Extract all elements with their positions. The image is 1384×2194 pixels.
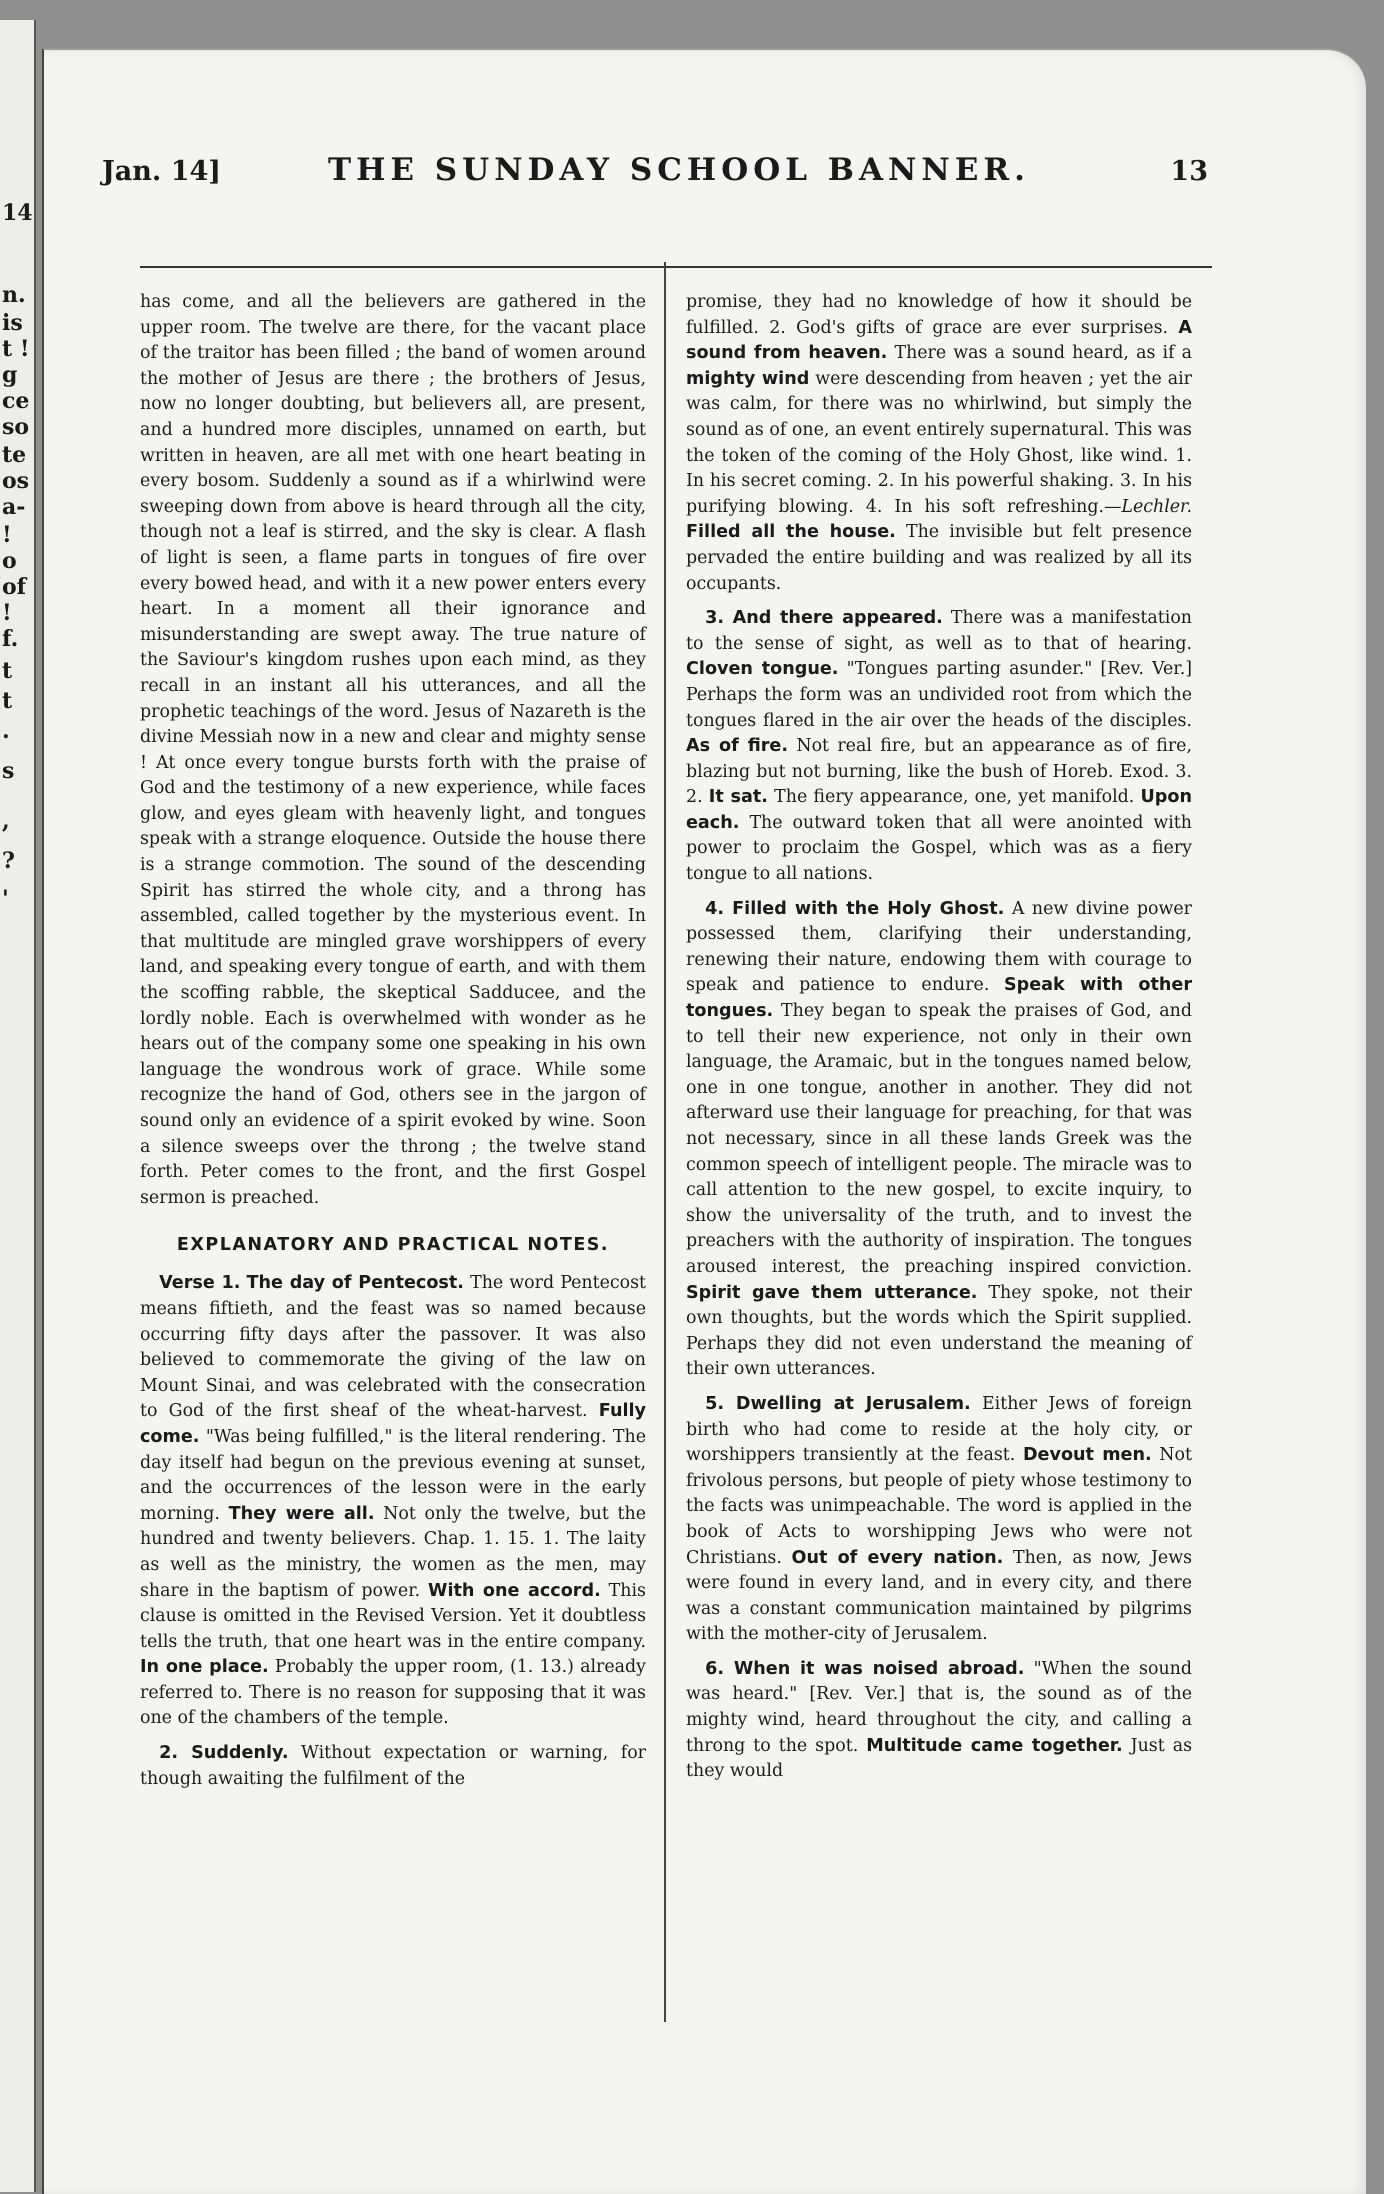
note-text: Just as they would	[686, 1735, 1192, 1782]
term: Cloven tongue.	[686, 659, 839, 680]
verse-5-note	[686, 1392, 1192, 1648]
margin-fragment: ,	[2, 808, 10, 834]
margin-fragment: s	[2, 758, 15, 784]
term: Spirit gave them utterance.	[686, 1282, 978, 1303]
note-text: They spoke, not their own thoughts, but the words which the Spirit supplied. Perhaps they did not even understand the meaning of their own utterances.	[686, 1282, 1192, 1380]
verse-4-note	[686, 897, 1192, 1383]
verse-1-note	[140, 1271, 646, 1732]
header-title: THE SUNDAY SCHOOL BANNER.	[328, 152, 1030, 188]
margin-fragment: !	[2, 600, 12, 626]
note-text: "Tongues parting asunder." [Rev. Ver.] Perhaps the form was an undivided root from which the tongues flared in the air over the heads of the disciples.	[686, 659, 1193, 731]
verse-6-note	[686, 1657, 1192, 1785]
term: The day of Pentecost.	[246, 1273, 464, 1294]
term: In one place.	[140, 1657, 269, 1678]
margin-fragment: t !	[2, 336, 30, 362]
margin-fragment: !	[2, 522, 12, 548]
note-text: "When the sound was heard." [Rev. Ver.] that is, the sound as of the mighty wind, heard throughout the city, and calling a throng to the spot.	[686, 1658, 1192, 1756]
note-text: They began to speak the praises of God, and to tell their new experience, not only in their own language, the Aramaic, but in the tongues named below, one in one tongue, another in another. They did not afterward use their language for preaching, for that was not necessary, since in all these lands Greek was the common speech of intelligent people. The miracle was to call attention to the new gospel, to excite inquiry, to show the universality of the truth, and to invest the preachers with the authority of inspiration. The tongues aroused interest, the preaching inspired conviction.	[686, 1001, 1192, 1277]
note-text: The word Pentecost means fiftieth, and the feast was so named because occurring fifty days after the passover. It was also believed to commemorate the giving of the law on Mount Sinai, and was celebrated with the consecration to God of the first sheaf of the wheat-harvest.	[140, 1273, 647, 1422]
margin-fragment: os	[2, 468, 30, 494]
right-column	[686, 290, 1192, 1794]
margin-fragment: ce	[2, 388, 30, 414]
note-text: Either Jews of foreign birth who had come to reside at the holy city, or worshippers transiently at the feast.	[686, 1393, 1192, 1466]
margin-fragment: n.	[2, 282, 26, 308]
term: 5. Dwelling at Jerusalem.	[705, 1393, 971, 1414]
term: With one accord.	[428, 1580, 601, 1601]
note-text: were descending from heaven ; yet the air was calm, for there was no whirlwind, but simply the sound as of one, an event entirely supernatural. This was the token of the coming of the Holy Ghost, like wind. 1. In his secret coming. 2. In his powerful shaking. 3. In his purifying blowing. 4. In his soft refreshing.—	[686, 368, 1192, 517]
narrative-paragraph: has come, and all the believers are gathered in the upper room. The twelve are there, for the vacant place of the traitor has been filled ; the band of women around the mother of Jesus are there ; the brothers of Jesus, now no longer doubting, but believers all, are present, and a hundred more disciples, unnamed on earth, but written in heaven, are all met with one heart beating in every bosom. Suddenly a sound as if a whirlwind were sweeping down from above is heard through all the city, though not a leaf is stirred, and the sky is clear. A flash of light is seen, a flame parts in tongues of fire over every bowed head, and with it a new power enters every heart. In a moment all their ignorance and misunderstanding are swept away. The true nature of the Saviour's kingdom rushes upon each mind, as they recall in an instant all his utterances, and all the prophetic teachings of the word. Jesus of Nazareth is the divine Messiah now in a new and clear and mighty sense ! At once every tongue bursts forth with the praise of God and the testimony of a new experience, while faces glow, and eyes gleam with heavenly light, and tongues speak with a strange eloquence. Outside the house there is a strange commotion. The sound of the descending Spirit has stirred the whole city, and a throng has assembled, called together by the mysterious event. In that multitude are mingled grave worshippers of every land, and speaking every tongue of earth, and with them the scoffing rabble, the skeptical Sadducee, and the lordly noble. Each is overwhelmed with wonder as he hears out of the company some one speaking in his own language the wondrous work of grace. While some recognize the hand of God, others see in the jargon of sound only an evidence of a spirit evoked by wine. Soon a silence sweeps over the throng ; the twelve stand forth. Peter comes to the front, and the first Gospel sermon is preached.	[140, 292, 646, 1208]
note-text: Probably the upper room, (1. 13.) already referred to. There is no reason for supposing that it was one of the chambers of the temple.	[140, 1657, 646, 1729]
margin-fragment: is	[2, 310, 23, 336]
term: 6. When it was noised abroad.	[705, 1658, 1025, 1679]
term: Devout men.	[1022, 1445, 1152, 1466]
verse-2-note	[140, 1741, 646, 1792]
term: As of fire.	[686, 736, 789, 757]
term: Fully come.	[140, 1401, 646, 1447]
term: 4. Filled with the Holy Ghost.	[705, 898, 1005, 919]
header-rule	[140, 266, 1212, 268]
margin-fragment: so	[2, 414, 30, 440]
header-date: Jan. 14]	[102, 156, 222, 187]
margin-fragment: 14	[2, 200, 33, 226]
note-text: There was a manifestation to the sense of sight, as well as to that of hearing.	[686, 608, 1192, 654]
margin-fragment: of	[2, 574, 27, 600]
note-text: Not real fire, but an appearance as of fire, blazing but not burning, like the bush of Horeb. Exod. 3. 2.	[686, 736, 1192, 808]
note-text: There was a sound heard, as if a	[887, 343, 1192, 364]
note-text: "Was being fulfilled," is the literal rendering. The day itself had begun on the previous evening at sunset, and the occurrences of the lesson were in the early morning.	[140, 1426, 646, 1524]
margin-fragment: t	[2, 688, 13, 714]
note-text: promise, they had no knowledge of how it should be fulfilled. 2. God's gifts of grace are ever surprises.	[686, 292, 1192, 338]
note-text: The outward token that all were anointed with power to proclaim the Gospel, which was as a fiery tongue to all nations.	[686, 812, 1192, 885]
term: A sound from heaven.	[686, 317, 1192, 364]
term: 2. Suddenly.	[159, 1743, 289, 1764]
verse-3-note	[686, 606, 1192, 888]
margin-fragment: .	[2, 718, 10, 744]
column-divider	[664, 262, 666, 2022]
note-text: The fiery appearance, one, yet manifold.	[767, 787, 1141, 808]
running-header	[102, 152, 1208, 212]
section-heading: EXPLANATORY AND PRACTICAL NOTES.	[176, 1235, 610, 1256]
previous-page-edge	[0, 20, 36, 2192]
term: Out of every nation.	[791, 1547, 1004, 1568]
term: Filled all the house.	[686, 522, 896, 543]
term: 3. And there appeared.	[705, 608, 943, 629]
term: Multitude came together.	[866, 1735, 1123, 1756]
note-text: Without expectation or warning, for though awaiting the fulfilment of the	[140, 1743, 646, 1789]
term: mighty wind	[686, 368, 810, 389]
note-text: This clause is omitted in the Revised Version. Yet it doubtless tells the truth, that one heart was in the entire company.	[140, 1580, 646, 1652]
margin-fragment: a-	[2, 494, 26, 520]
margin-fragment: f.	[2, 626, 19, 652]
margin-fragment: g	[2, 362, 18, 388]
verse-label: Verse 1.	[159, 1273, 241, 1294]
citation: Lechler.	[1121, 496, 1192, 517]
margin-fragment: te	[2, 442, 27, 468]
note-text: The invisible but felt presence pervaded the entire building and was realized by all its occupants.	[686, 522, 1193, 594]
note-text: Not only the twelve, but the hundred and twenty believers. Chap. 1. 15. 1. The laity as well as the ministry, the women as the men, may share in the baptism of power.	[140, 1503, 646, 1601]
left-column	[140, 290, 646, 1801]
term: It sat.	[708, 787, 768, 808]
term: Speak with other tongues.	[686, 975, 1192, 1022]
verse-2-continued	[686, 290, 1192, 597]
note-text: Then, as now, Jews were found in every land, and in every city, and there was a constant communication maintained by pilgrims with the mother-city of Jerusalem.	[686, 1547, 1193, 1645]
note-text: Not frivolous persons, but people of piety whose testimony to the facts was unimpeachable. The word is applied in the book of Acts to worshipping Jews who were not Christians.	[686, 1445, 1192, 1568]
term: They were all.	[228, 1503, 375, 1524]
margin-fragment: t	[2, 658, 13, 684]
page-number: 13	[1170, 156, 1208, 187]
margin-fragment: o	[2, 548, 17, 574]
margin-fragment: '	[2, 886, 9, 912]
term: Upon each.	[686, 787, 1192, 833]
margin-fragment: ?	[2, 848, 15, 874]
note-text: A new divine power possessed them, clarifying their understanding, renewing their nature, endowing them with courage to speak and patience to endure.	[686, 898, 1192, 996]
